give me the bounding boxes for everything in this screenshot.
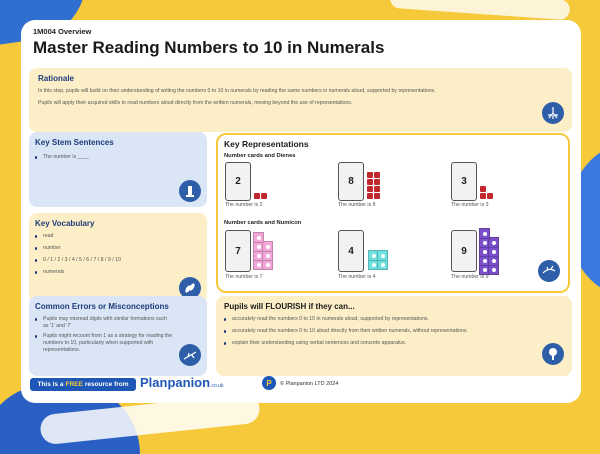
card-caption: The number is 2	[225, 202, 263, 208]
list-item: number	[33, 245, 193, 252]
brand-logo[interactable]	[140, 375, 223, 390]
background-shape	[390, 0, 571, 20]
dienes-subheading: Number cards and Dienes	[224, 153, 296, 159]
card-caption: The number is 4	[338, 274, 376, 280]
badge-free: FREE	[65, 381, 83, 388]
rationale-text-1: In this step, pupils will build on their understanding of writing the numbers 0 to 10 in numerals by reading the same numbers in numerals aloud, supported by representations.	[38, 88, 436, 94]
badge-post: resource from	[84, 381, 129, 388]
card-caption: The number is 8	[338, 202, 376, 208]
tree-trunk-icon	[179, 180, 201, 202]
dienes-cubes	[480, 162, 510, 199]
stems-list	[33, 154, 193, 161]
list-item: accurately read the numbers 0 to 10 aloud directly from their written numerals, without representations.	[222, 328, 532, 335]
flourish-heading: Pupils will FLOURISH if they can...	[224, 302, 355, 311]
unit-cube	[480, 193, 486, 199]
numicon-shape	[368, 230, 408, 270]
free-resource-badge	[30, 378, 136, 391]
stem-sentences-panel	[29, 132, 207, 207]
twig-icon	[538, 260, 560, 282]
numicon-subheading: Number cards and Numicon	[224, 220, 302, 226]
numicon-unit	[479, 228, 490, 239]
flourish-panel	[216, 296, 572, 376]
branch-icon	[179, 344, 201, 366]
numicon-shape	[479, 225, 519, 275]
list-item: read	[33, 233, 193, 240]
copyright: © Planpanion LTD 2024	[280, 381, 339, 387]
errors-list	[33, 316, 173, 354]
brand-suffix: .co.uk	[210, 383, 224, 389]
misconceptions-panel	[29, 296, 207, 376]
rationale-heading: Rationale	[38, 74, 75, 83]
key-representations-panel	[216, 133, 570, 293]
tree-icon	[542, 343, 564, 365]
roots-icon	[542, 102, 564, 124]
unit-cube	[480, 186, 486, 192]
list-item: The number is ____	[33, 154, 193, 161]
unit-cube	[374, 172, 380, 178]
lesson-code: 1M004 Overview	[33, 27, 92, 36]
vocabulary-panel	[29, 213, 207, 303]
unit-cube	[367, 172, 373, 178]
numicon-shape	[253, 230, 293, 270]
unit-cube	[367, 186, 373, 192]
list-item: 0 / 1 / 2 / 3 / 4 / 5 / 6 / 7 / 8 / 9 / 10	[33, 257, 193, 264]
number-card: 4	[338, 230, 364, 272]
card-caption: The number is 3	[451, 202, 489, 208]
number-card: 7	[225, 230, 251, 272]
unit-cube	[374, 186, 380, 192]
unit-cube	[367, 179, 373, 185]
unit-cube	[374, 193, 380, 199]
number-card: 2	[225, 162, 251, 201]
list-item: accurately read the numbers 0 to 10 in numerals aloud, supported by representations.	[222, 316, 532, 323]
worksheet	[21, 20, 581, 403]
errors-heading: Common Errors or Misconceptions	[35, 302, 169, 311]
card-caption: The number is 7	[225, 274, 263, 280]
badge-pre: This is a	[37, 381, 64, 388]
flourish-list	[222, 316, 532, 347]
rationale-panel	[29, 68, 572, 132]
keyrep-heading: Key Representations	[224, 139, 309, 149]
card-caption: The number is 9	[451, 274, 489, 280]
number-card: 8	[338, 162, 364, 201]
unit-cube	[254, 193, 260, 199]
rationale-text-2: Pupils will apply their acquired skills to read numbers aloud directly from the written numerals, moving beyond the use of representations.	[38, 100, 353, 106]
number-card: 9	[451, 230, 477, 272]
numicon-unit	[377, 250, 388, 261]
dienes-cubes	[367, 162, 397, 199]
list-item: explain their understanding using verbal sentences and concrete apparatus.	[222, 340, 532, 347]
list-item: Pupils might recount from 1 as a strategy for reading the numbers to 10, particularly when supported with representations.	[33, 333, 173, 354]
page-title: Master Reading Numbers to 10 in Numerals	[33, 38, 385, 57]
list-item: numerals	[33, 269, 193, 276]
number-card: 3	[451, 162, 477, 201]
unit-cube	[367, 193, 373, 199]
unit-cube	[374, 179, 380, 185]
stems-heading: Key Stem Sentences	[35, 138, 114, 147]
dienes-cubes	[254, 162, 284, 199]
vocab-heading: Key Vocabulary	[35, 219, 95, 228]
list-item: Pupils may misread digits with similar formations such as '1' and '7'	[33, 316, 173, 330]
planpanion-mark-icon: P	[262, 376, 276, 390]
numicon-unit	[253, 232, 264, 243]
vocab-list	[33, 233, 193, 276]
brand-name: Planpanion	[140, 375, 211, 390]
unit-cube	[261, 193, 267, 199]
unit-cube	[487, 193, 493, 199]
